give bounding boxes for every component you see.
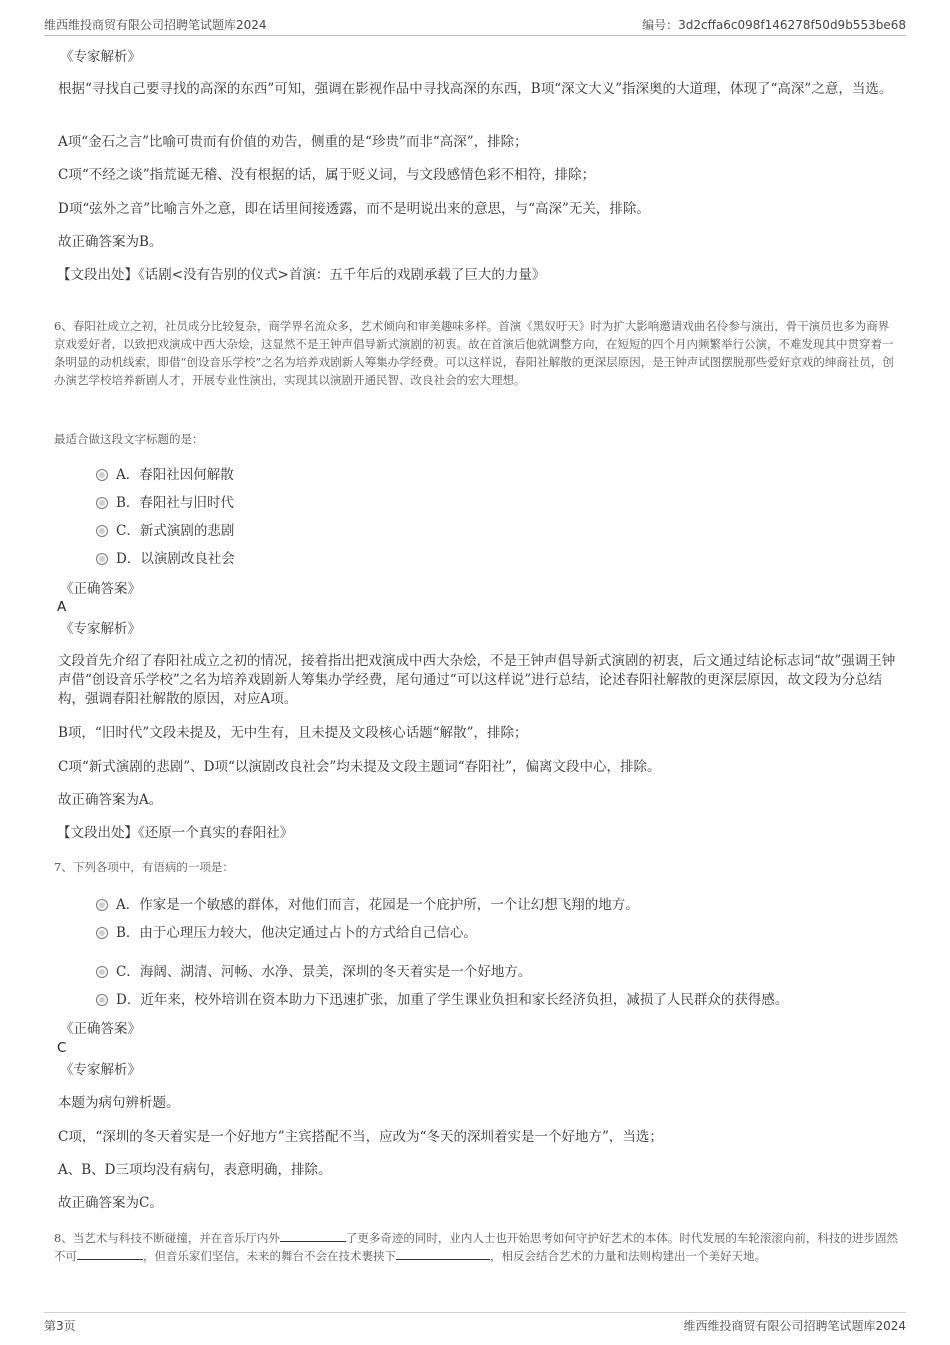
q7-analysis-1: 本题为病句辨析题。 [58, 1095, 180, 1111]
q6-answer-label: 《正确答案》 [60, 581, 141, 597]
q5-analysis-5: 故正确答案为B。 [58, 234, 163, 250]
q6-source: 【文段出处】《还原一个真实的春阳社》 [57, 825, 294, 841]
q6-analysis-1: 文段首先介绍了春阳社成立之初的情况，接着指出把戏演成中西大杂烩，不是王钟声倡导新式演剧的初衷，后文通过结论标志词“故”强调王钟声借“创设音乐学校”之名为培养戏剧新人筹集办学经费，尾句通过“可以这样说”进行总结，论述春阳社解散的更深层原因，故文段为分总结构，强调春阳社解散的原因，对应A项。 [58, 653, 896, 707]
q7-stem: 7、下列各项中，有语病的一项是： [54, 860, 234, 874]
q5-analysis-4: D项“弦外之音”比喻言外之意，即在话里间接透露，而不是明说出来的意思，与“高深”无关，排除。 [58, 201, 650, 217]
page-footer [44, 1312, 906, 1336]
q7-option-b[interactable]: B．由于心理压力较大，他决定通过占卜的方式给自己信心。 [96, 924, 477, 942]
radio-icon[interactable] [96, 553, 108, 565]
q7-analysis-2: C项，“深圳的冬天着实是一个好地方”主宾搭配不当，应改为“冬天的深圳着实是一个好地方”，当选； [58, 1129, 663, 1145]
q5-analysis-1: 根据“寻找自己要寻找的高深的东西”可知，强调在影视作品中寻找高深的东西，B项“深文大义”指深奥的大道理，体现了“高深”之意，当选。 [58, 81, 893, 97]
q6-analysis-2: B项，“旧时代”文段未提及，无中生有，且未提及文段核心话题“解散”，排除； [58, 725, 528, 741]
radio-icon[interactable] [96, 966, 108, 978]
q5-analysis-2: A项“金石之言”比喻可贵而有价值的劝告，侧重的是“珍贵”而非“高深”，排除； [58, 134, 528, 150]
q6-option-c[interactable]: C．新式演剧的悲剧 [96, 522, 234, 540]
page-number: 第3页 [44, 1319, 76, 1333]
q7-option-c[interactable]: C．海阔、湖清、河畅、水净、景美，深圳的冬天着实是一个好地方。 [96, 963, 531, 981]
q6-analysis-4: 故正确答案为A。 [58, 792, 163, 808]
q6-option-a[interactable]: A．春阳社因何解散 [96, 466, 234, 484]
header-title: 维西维投商贸有限公司招聘笔试题库2024 [44, 18, 267, 32]
q7-option-a[interactable]: A．作家是一个敏感的群体，对他们而言，花园是一个庇护所，一个让幻想飞翔的地方。 [96, 896, 639, 914]
header-doc-number: 编号：3d2cffa6c098f146278f50d9b553be68 [642, 18, 906, 32]
q5-analysis-3: C项“不经之谈”指荒诞无稽、没有根据的话，属于贬义词，与文段感情色彩不相符，排除； [58, 167, 596, 183]
radio-icon[interactable] [96, 469, 108, 481]
q8-blank-1[interactable] [280, 1230, 346, 1242]
q8-stem: 8、当艺术与科技不断碰撞，并在音乐厅内外 了更多奇迹的同时，业内人士也开始思考如何守护好艺术的本体。时代发展的车轮滚滚向前，科技的进步固然不可 ，但音乐家们坚信，未来的舞台不会在技术裹挟下 ，相反会结合艺术的力量和法则构建出一个美好天地。 [54, 1231, 898, 1263]
q6-analysis-3: C项“新式演剧的悲剧”、D项“以演剧改良社会”均未提及文段主题词“春阳社”，偏离文段中心，排除。 [58, 759, 661, 775]
q6-stem: 6、春阳社成立之初，社员成分比较复杂，商学界名流众多，艺术倾向和审美趣味多样。首演《黑奴吁天》时为扩大影响邀请戏曲名伶参与演出，骨干演员也多为商界京戏爱好者，以致把戏演成中西大杂烩，这显然不是王钟声倡导新式演剧的初衷。故在首演后他就调整方向，在短短的四个月内频繁举行公演，不难发现其中贯穿着一条明显的动机线索，即借“创设音乐学校”之名为培养戏剧新人筹集办学经费。可以这样说，春阳社解散的更深层原因，是王钟声试图摆脱那些爱好京戏的绅商社员，创办演艺学校培养新剧人才，开展专业性演出，实现其以演剧开通民智、改良社会的宏大理想。 [54, 319, 894, 387]
q7-option-d[interactable]: D．近年来，校外培训在资本助力下迅速扩张，加重了学生课业负担和家长经济负担，减损了人民群众的获得感。 [96, 991, 788, 1009]
q8-blank-2[interactable] [77, 1248, 143, 1260]
q8-blank-3[interactable] [396, 1248, 490, 1260]
q6-option-d[interactable]: D．以演剧改良社会 [96, 550, 235, 568]
q7-analysis-4: 故正确答案为C。 [58, 1195, 163, 1211]
q5-expert-label: 《专家解析》 [60, 49, 141, 65]
radio-icon[interactable] [96, 994, 108, 1006]
q6-answer: A [57, 599, 67, 615]
radio-icon[interactable] [96, 497, 108, 509]
q6-prompt: 最适合做这段文字标题的是： [54, 432, 204, 446]
q6-expert-label: 《专家解析》 [60, 621, 141, 637]
q6-option-b[interactable]: B．春阳社与旧时代 [96, 494, 234, 512]
footer-title: 维西维投商贸有限公司招聘笔试题库2024 [683, 1319, 906, 1333]
radio-icon[interactable] [96, 525, 108, 537]
q7-answer: C [57, 1040, 67, 1056]
q7-expert-label: 《专家解析》 [60, 1062, 141, 1078]
radio-icon[interactable] [96, 927, 108, 939]
q7-answer-label: 《正确答案》 [60, 1021, 141, 1037]
page-header [44, 14, 906, 36]
radio-icon[interactable] [96, 899, 108, 911]
q5-source: 【文段出处】《话剧<没有告别的仪式>首演：五千年后的戏剧承载了巨大的力量》 [57, 267, 546, 283]
q7-analysis-3: A、B、D三项均没有病句，表意明确，排除。 [58, 1162, 332, 1178]
